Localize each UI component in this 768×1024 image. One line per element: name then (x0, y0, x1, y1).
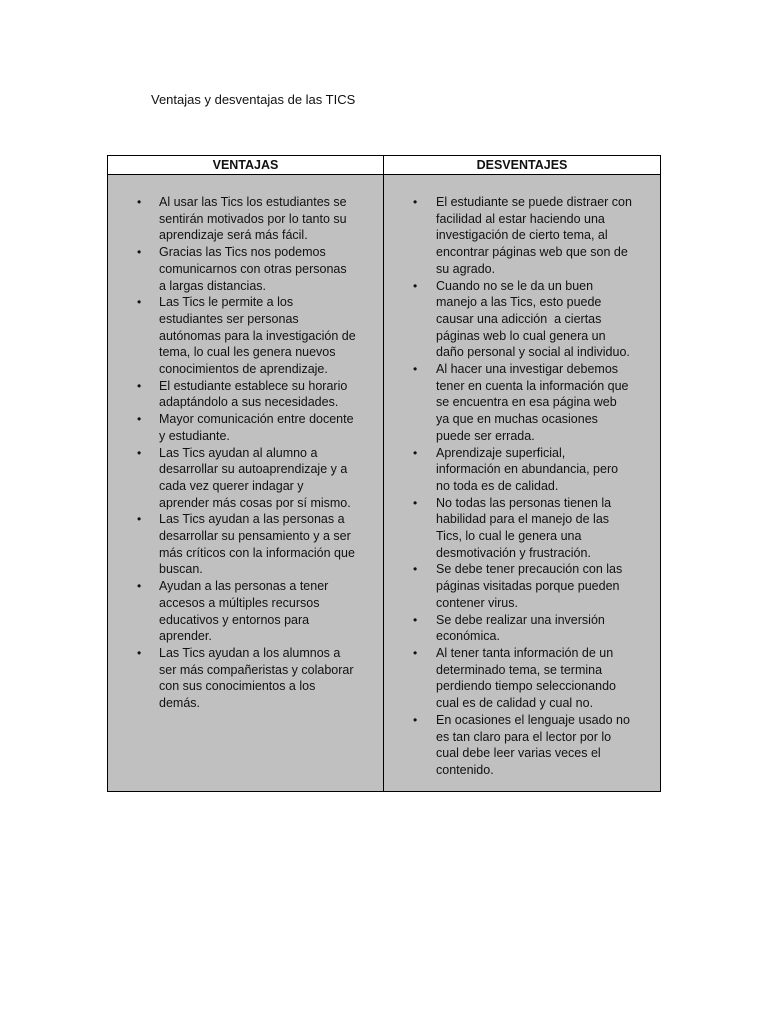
list-item-line: Ayudan a las personas a tener (159, 579, 329, 594)
bullet-icon: • (413, 612, 418, 627)
comparison-table (107, 155, 661, 792)
bullet-icon: • (413, 495, 418, 510)
list-item-line: aprender más cosas por sí mismo. (159, 495, 351, 510)
list-item-line: Gracias las Tics nos podemos (159, 245, 326, 260)
list-item-line: información en abundancia, pero (436, 462, 619, 477)
list-item-line: aprendizaje será más fácil. (159, 228, 308, 243)
bullet-icon: • (413, 562, 418, 577)
list-item-line: manejo a las Tics, esto puede (436, 295, 602, 310)
list-item-line: Las Tics ayudan al alumno a (159, 445, 318, 460)
list-item-line: es tan claro para el lector por lo (436, 729, 612, 744)
list-item-line: se encuentra en esa página web (436, 395, 617, 410)
list-item-line: Las Tics ayudan a los alumnos a (159, 645, 341, 660)
list-item-line: perdiendo tiempo seleccionando (436, 679, 616, 694)
list-item-line: ya que en muchas ocasiones (436, 412, 598, 427)
list-item (108, 411, 383, 444)
bullet-icon: • (413, 645, 418, 660)
list-item-line: no toda es de calidad. (436, 478, 559, 493)
list-item-line: páginas visitadas porque pueden (436, 579, 620, 594)
list-item-line: su agrado. (436, 261, 496, 276)
list-item-line: aprender. (159, 629, 212, 644)
list-item-line: sentirán motivados por lo tanto su (159, 211, 347, 226)
list-item-line: En ocasiones el lenguaje usado no (436, 712, 630, 727)
header-ventajas: VENTAJAS (108, 156, 384, 174)
bullet-icon: • (137, 412, 142, 427)
list-item-line: Se debe tener precaución con las (436, 562, 623, 577)
header-desventajas: DESVENTAJES (476, 158, 568, 172)
ventajas-list (108, 194, 383, 712)
list-item-line: causar una adicción a ciertas (436, 311, 602, 326)
bullet-icon: • (413, 362, 418, 377)
list-item-line: Se debe realizar una inversión (436, 612, 605, 627)
desventajas-list (384, 194, 660, 779)
list-item (384, 561, 660, 611)
list-item-line: y estudiante. (159, 428, 230, 443)
list-item (108, 578, 383, 645)
list-item-line: buscan. (159, 562, 203, 577)
list-item-line: contenido. (436, 762, 494, 777)
bullet-icon: • (137, 378, 142, 393)
list-item-line: desarrollar su pensamiento y a ser (159, 529, 351, 544)
list-item-line: adaptándolo a sus necesidades. (159, 395, 339, 410)
list-item (108, 378, 383, 411)
list-item-line: El estudiante se puede distraer con (436, 195, 632, 209)
list-item (384, 645, 660, 712)
list-item-line: cada vez querer indagar y (159, 478, 304, 493)
list-item-line: Las Tics ayudan a las personas a (159, 512, 345, 527)
list-item-line: conocimientos de aprendizaje. (159, 362, 328, 377)
document-title: Ventajas y desventajas de las TICS (151, 92, 356, 107)
list-item (108, 645, 383, 712)
list-item-line: determinado tema, se termina (436, 662, 603, 677)
list-item-line: El estudiante establece su horario (159, 378, 348, 393)
list-item-line: cual es de calidad y cual no. (436, 696, 594, 711)
list-item (384, 445, 660, 495)
list-item-line: accesos a múltiples recursos (159, 595, 320, 610)
list-item (108, 294, 383, 378)
list-item (384, 278, 660, 362)
list-item-line: Al hacer una investigar debemos (436, 362, 619, 377)
list-item-line: puede ser errada. (436, 428, 535, 443)
list-item-line: ser más compañeristas y colaborar (159, 662, 354, 677)
bullet-icon: • (137, 512, 142, 527)
list-item (384, 194, 660, 278)
table-body-row (108, 175, 660, 791)
bullet-icon: • (137, 645, 142, 660)
list-item-line: estudiantes ser personas (159, 311, 299, 326)
list-item-line: Tics, lo cual le genera una (436, 529, 582, 544)
ventajas-cell (108, 175, 384, 791)
list-item-line: desmotivación y frustración. (436, 545, 591, 560)
list-item-line: Las Tics le permite a los (159, 295, 294, 310)
list-item (108, 244, 383, 294)
bullet-icon: • (137, 195, 142, 209)
list-item-line: encontrar páginas web que son de (436, 245, 628, 260)
list-item-line: cual debe leer varias veces el (436, 746, 601, 761)
list-item (384, 712, 660, 779)
list-item-line: contener virus. (436, 595, 518, 610)
list-item-line: investigación de cierto tema, al (436, 228, 608, 243)
list-item (108, 194, 383, 244)
list-item (384, 361, 660, 445)
list-item (108, 445, 383, 512)
table-header-row (108, 156, 660, 175)
list-item-line: desarrollar su autoaprendizaje y a (159, 462, 348, 477)
list-item-line: Mayor comunicación entre docente (159, 412, 354, 427)
list-item-line: Cuando no se le da un buen (436, 278, 594, 293)
bullet-icon: • (413, 195, 418, 209)
list-item-line: tener en cuenta la información que (436, 378, 629, 393)
list-item-line: habilidad para el manejo de las (436, 512, 610, 527)
desventajas-cell (384, 175, 660, 791)
bullet-icon: • (137, 295, 142, 310)
list-item-line: Al usar las Tics los estudiantes se (159, 195, 347, 209)
list-item-line: educativos y entornos para (159, 612, 310, 627)
bullet-icon: • (137, 579, 142, 594)
list-item-line: facilidad al estar haciendo una (436, 211, 605, 226)
list-item-line: más críticos con la información que (159, 545, 355, 560)
bullet-icon: • (137, 245, 142, 260)
list-item-line: Aprendizaje superficial, (436, 445, 566, 460)
bullet-icon: • (413, 445, 418, 460)
bullet-icon: • (413, 278, 418, 293)
list-item-line: económica. (436, 629, 500, 644)
list-item-line: autónomas para la investigación de (159, 328, 356, 343)
list-item-line: páginas web lo cual genera un (436, 328, 606, 343)
list-item (384, 495, 660, 562)
list-item-line: con sus conocimientos a los (159, 679, 316, 694)
list-item (108, 511, 383, 578)
bullet-icon: • (413, 712, 418, 727)
list-item-line: comunicarnos con otras personas (159, 261, 347, 276)
list-item-line: Al tener tanta información de un (436, 645, 614, 660)
list-item-line: tema, lo cual les genera nuevos (159, 345, 336, 360)
list-item-line: daño personal y social al individuo. (436, 345, 630, 360)
bullet-icon: • (137, 445, 142, 460)
list-item-line: demás. (159, 696, 200, 711)
list-item-line: No todas las personas tienen la (436, 495, 612, 510)
list-item (384, 612, 660, 645)
list-item-line: a largas distancias. (159, 278, 267, 293)
